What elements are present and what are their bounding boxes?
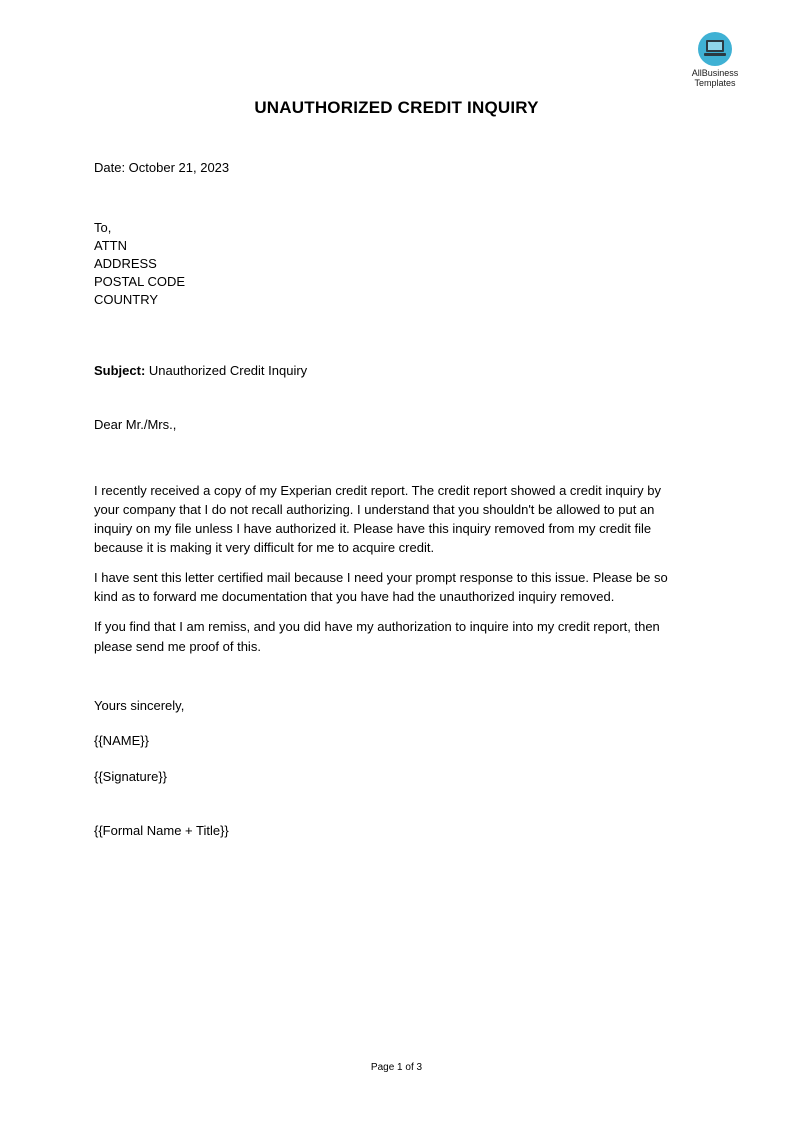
page-number-footer: Page 1 of 3 — [370, 1062, 423, 1073]
date-text: Date: October 21, 2023 — [94, 160, 230, 175]
name-placeholder-text: {{NAME}} — [94, 733, 149, 748]
paragraph-line: I recently received a copy of my Experian credit report. The credit report showed a credit inquiry by — [94, 483, 661, 498]
subject-label: Subject: — [94, 363, 146, 378]
signature-placeholder — [94, 768, 704, 786]
address-line: ATTN — [94, 238, 127, 253]
laptop-icon — [698, 32, 732, 66]
salutation-text: Dear Mr./Mrs., — [94, 417, 177, 432]
address-line: To, — [94, 220, 112, 235]
subject-line — [94, 362, 704, 380]
subject-text: Unauthorized Credit Inquiry — [145, 363, 308, 378]
address-line: COUNTRY — [94, 292, 159, 307]
body-paragraph-1 — [94, 481, 704, 557]
paragraph-line: If you find that I am remiss, and you did have my authorization to inquire into my credit report, then — [94, 619, 660, 634]
document-title: UNAUTHORIZED CREDIT INQUIRY — [254, 98, 539, 117]
allbusiness-templates-logo — [680, 32, 750, 88]
body-paragraph-2 — [94, 568, 704, 606]
logo-text-line1: AllBusiness — [691, 68, 739, 78]
name-placeholder — [94, 732, 704, 750]
closing — [94, 697, 704, 715]
signature-placeholder-text: {{Signature}} — [94, 769, 168, 784]
closing-text: Yours sincerely, — [94, 698, 185, 713]
formal-name-placeholder — [94, 822, 704, 840]
paragraph-line: your company that I do not recall authorizing. I understand that you shouldn't be allowed to put an — [94, 502, 655, 517]
body-paragraph-3 — [94, 617, 704, 657]
address-line: ADDRESS — [94, 256, 157, 271]
paragraph-line: I have sent this letter certified mail because I need your prompt response to this issue. Please be so — [94, 570, 668, 585]
address-line: POSTAL CODE — [94, 274, 186, 289]
date-line — [94, 159, 704, 177]
paragraph-line: please send me proof of this. — [94, 639, 261, 654]
paragraph-line: inquiry on my file unless I have authorized it. Please have this inquiry removed from my credit file — [94, 521, 652, 536]
recipient-address-block — [94, 219, 704, 309]
salutation — [94, 416, 704, 434]
paragraph-line: kind as to forward me documentation that you have had the unauthorized inquiry removed. — [94, 589, 615, 604]
formal-name-placeholder-text: {{Formal Name + Title}} — [94, 823, 229, 838]
logo-text-line2: Templates — [694, 78, 736, 88]
paragraph-line: because it is making it very difficult for me to acquire credit. — [94, 540, 435, 555]
